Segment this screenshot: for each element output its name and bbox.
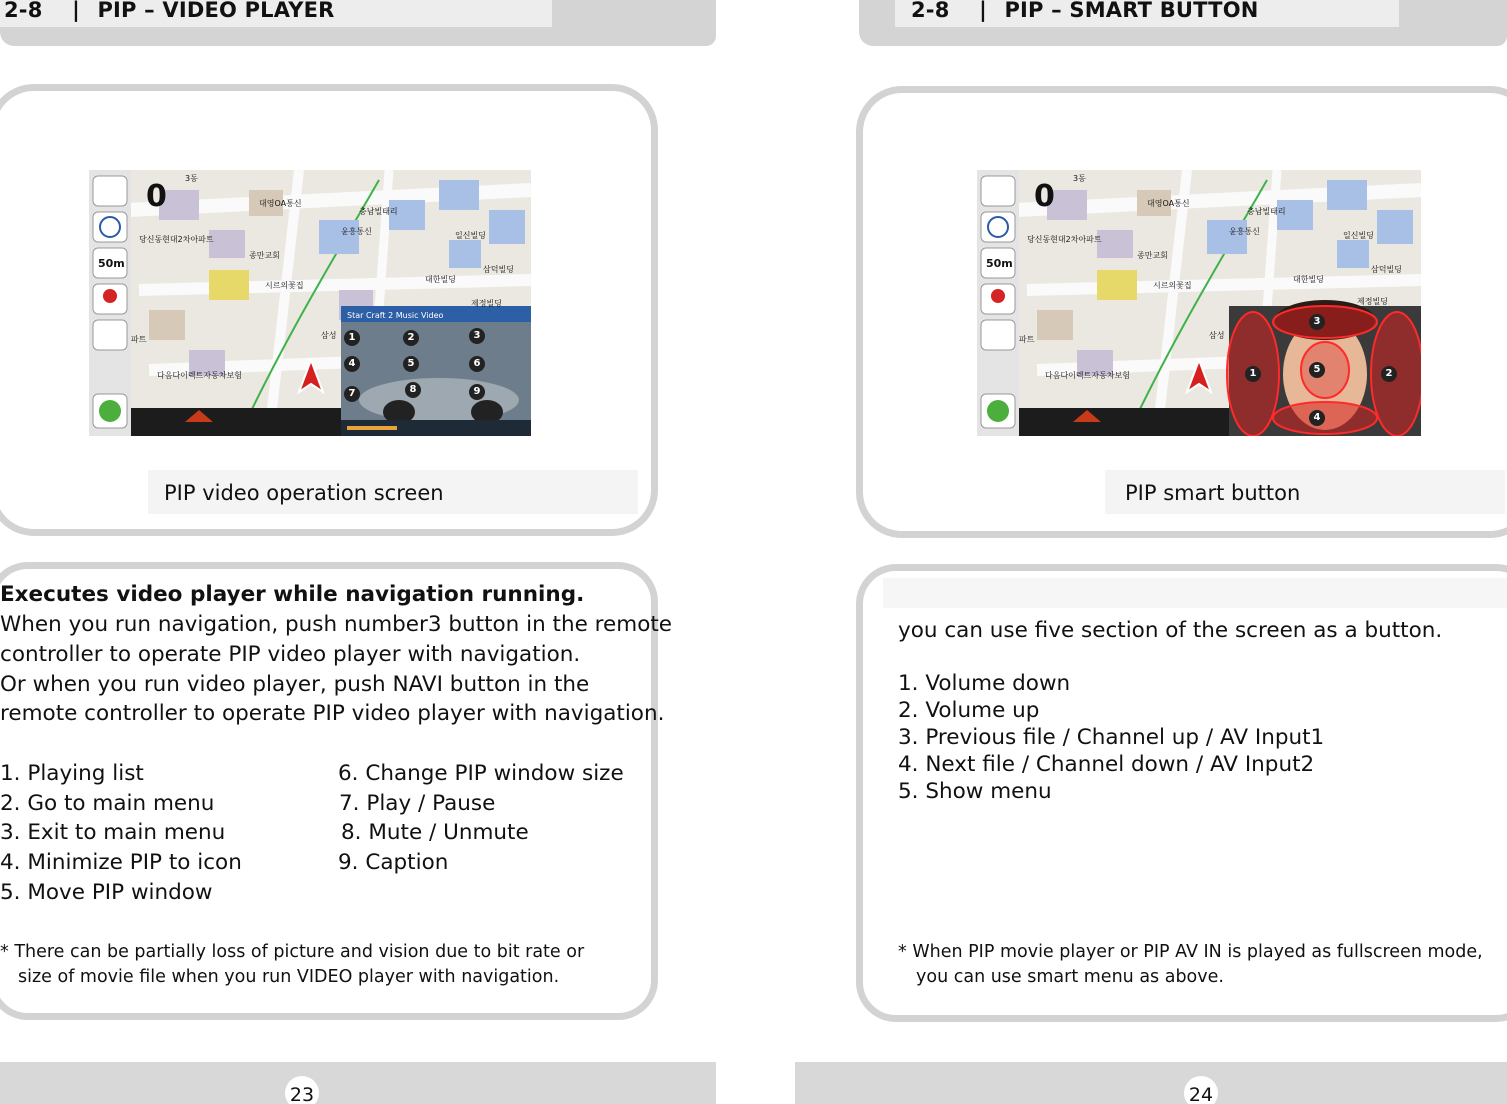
map-label: 3동 (185, 174, 198, 183)
function-item: 5. Show menu (898, 779, 1052, 804)
map-label: 일신빌딩 (455, 231, 486, 240)
section-number: 2-8 (911, 0, 950, 22)
page-23 (0, 0, 716, 1104)
footnote-line: * There can be partially loss of picture and vision due to bit rate or (0, 942, 585, 962)
pip-video-screenshot (89, 170, 531, 436)
function-item: 3. Previous file / Channel up / AV Input1 (898, 725, 1325, 750)
map-label: 일신빌딩 (1343, 231, 1374, 240)
function-item: 1. Volume down (898, 671, 1071, 696)
speed-readout: 0 (146, 179, 167, 214)
map-label: 충남빌태리 (1247, 207, 1286, 216)
map-label: 윤흥통신 (341, 227, 372, 236)
pip-button-4[interactable]: 4 (344, 356, 360, 372)
pip-button-1[interactable]: 1 (344, 330, 360, 346)
function-item: 9. Caption (338, 850, 449, 875)
smart-button-5[interactable]: 5 (1309, 362, 1325, 378)
pip-smart-button-screenshot (977, 170, 1421, 436)
pip-button-9[interactable]: 9 (469, 384, 485, 400)
map-label: 삼덕빌딩 (1371, 265, 1402, 274)
section-number: 2-8 (4, 0, 43, 22)
footnote-line: you can use smart menu as above. (916, 967, 1224, 987)
map-label: 종만교회 (249, 251, 280, 260)
function-item: 1. Playing list (0, 761, 144, 786)
screenshot-caption: PIP video operation screen (164, 481, 444, 505)
map-label: 제정빌딩 (471, 299, 502, 308)
map-label: 윤흥통신 (1229, 227, 1260, 236)
pip-button-2[interactable]: 2 (403, 330, 419, 346)
map-label: 종만교회 (1137, 251, 1168, 260)
map-label: 삼덕빌딩 (483, 265, 514, 274)
function-item: 5. Move PIP window (0, 880, 213, 905)
footnote-line: * When PIP movie player or PIP AV IN is played as fullscreen mode, (898, 942, 1483, 962)
footer-band (795, 1062, 1507, 1104)
intro-heading: Executes video player while navigation running. (0, 582, 585, 607)
map-label: 당신동현대2차아파트 (1027, 235, 1102, 244)
map-label: 시르의꽃집 (265, 281, 304, 290)
page-24 (795, 0, 1507, 1104)
pip-button-6[interactable]: 6 (469, 356, 485, 372)
scale-label: 50m (98, 257, 125, 270)
section-title: PIP – SMART BUTTON (1004, 0, 1259, 22)
map-label: 시르의꽃집 (1153, 281, 1192, 290)
smart-button-2[interactable]: 2 (1381, 366, 1397, 382)
page-number: 24 (1184, 1076, 1218, 1104)
map-label: 삼성 (321, 331, 337, 340)
map-label: 다음다이렉트자동차보험 (157, 371, 243, 380)
screenshot-caption-box (148, 470, 638, 514)
map-label: 파트 (1019, 335, 1035, 344)
footnote-line: size of movie file when you run VIDEO player with navigation. (18, 967, 560, 987)
map-label: 대한빌딩 (425, 275, 456, 284)
function-item: 4. Next file / Channel down / AV Input2 (898, 752, 1315, 777)
function-item: 2. Volume up (898, 698, 1040, 723)
smart-button-4[interactable]: 4 (1309, 410, 1325, 426)
intro-line: Or when you run video player, push NAVI button in the (0, 672, 590, 697)
smart-button-3[interactable]: 3 (1309, 314, 1325, 330)
function-item: 6. Change PIP window size (338, 761, 624, 786)
pip-button-7[interactable]: 7 (344, 386, 360, 402)
section-header (4, 0, 335, 22)
page-number: 23 (285, 1076, 319, 1104)
function-item: 2. Go to main menu (0, 791, 215, 816)
map-label: 다음다이렉트자동차보험 (1045, 371, 1131, 380)
header-separator: | (979, 0, 987, 22)
function-item: 7. Play / Pause (339, 791, 496, 816)
intro-line: you can use five section of the screen as a button. (898, 618, 1443, 643)
screenshot-caption-box (1105, 470, 1505, 514)
section-title: PIP – VIDEO PLAYER (97, 0, 335, 22)
intro-line: controller to operate PIP video player with navigation. (0, 642, 581, 667)
speed-readout: 0 (1034, 179, 1055, 214)
intro-line: When you run navigation, push number3 button in the remote (0, 612, 673, 637)
map-label: 대한빌딩 (1293, 275, 1324, 284)
function-item: 3. Exit to main menu (0, 820, 226, 845)
map-label: 대영OA통신 (1147, 199, 1190, 208)
video-title: Star Craft 2 Music Video (347, 311, 444, 320)
map-label: 제정빌딩 (1357, 297, 1388, 306)
description-panel (883, 578, 1507, 608)
map-label: 3동 (1073, 174, 1086, 183)
pip-button-8[interactable]: 8 (405, 382, 421, 398)
map-label: 충남빌태리 (359, 207, 398, 216)
map-label: 파트 (131, 335, 147, 344)
function-item: 4. Minimize PIP to icon (0, 850, 242, 875)
scale-label: 50m (986, 257, 1013, 270)
intro-line: remote controller to operate PIP video player with navigation. (0, 701, 665, 726)
smart-button-1[interactable]: 1 (1245, 366, 1261, 382)
header-separator: | (72, 0, 80, 22)
pip-button-5[interactable]: 5 (403, 356, 419, 372)
screenshot-caption: PIP smart button (1125, 481, 1301, 505)
function-item: 8. Mute / Unmute (341, 820, 529, 845)
section-header (911, 0, 1259, 22)
footer-band (0, 1062, 716, 1104)
map-label: 삼성 (1209, 331, 1225, 340)
map-label: 대영OA통신 (259, 199, 302, 208)
pip-button-3[interactable]: 3 (469, 328, 485, 344)
map-label: 당신동현대2차아파트 (139, 235, 214, 244)
